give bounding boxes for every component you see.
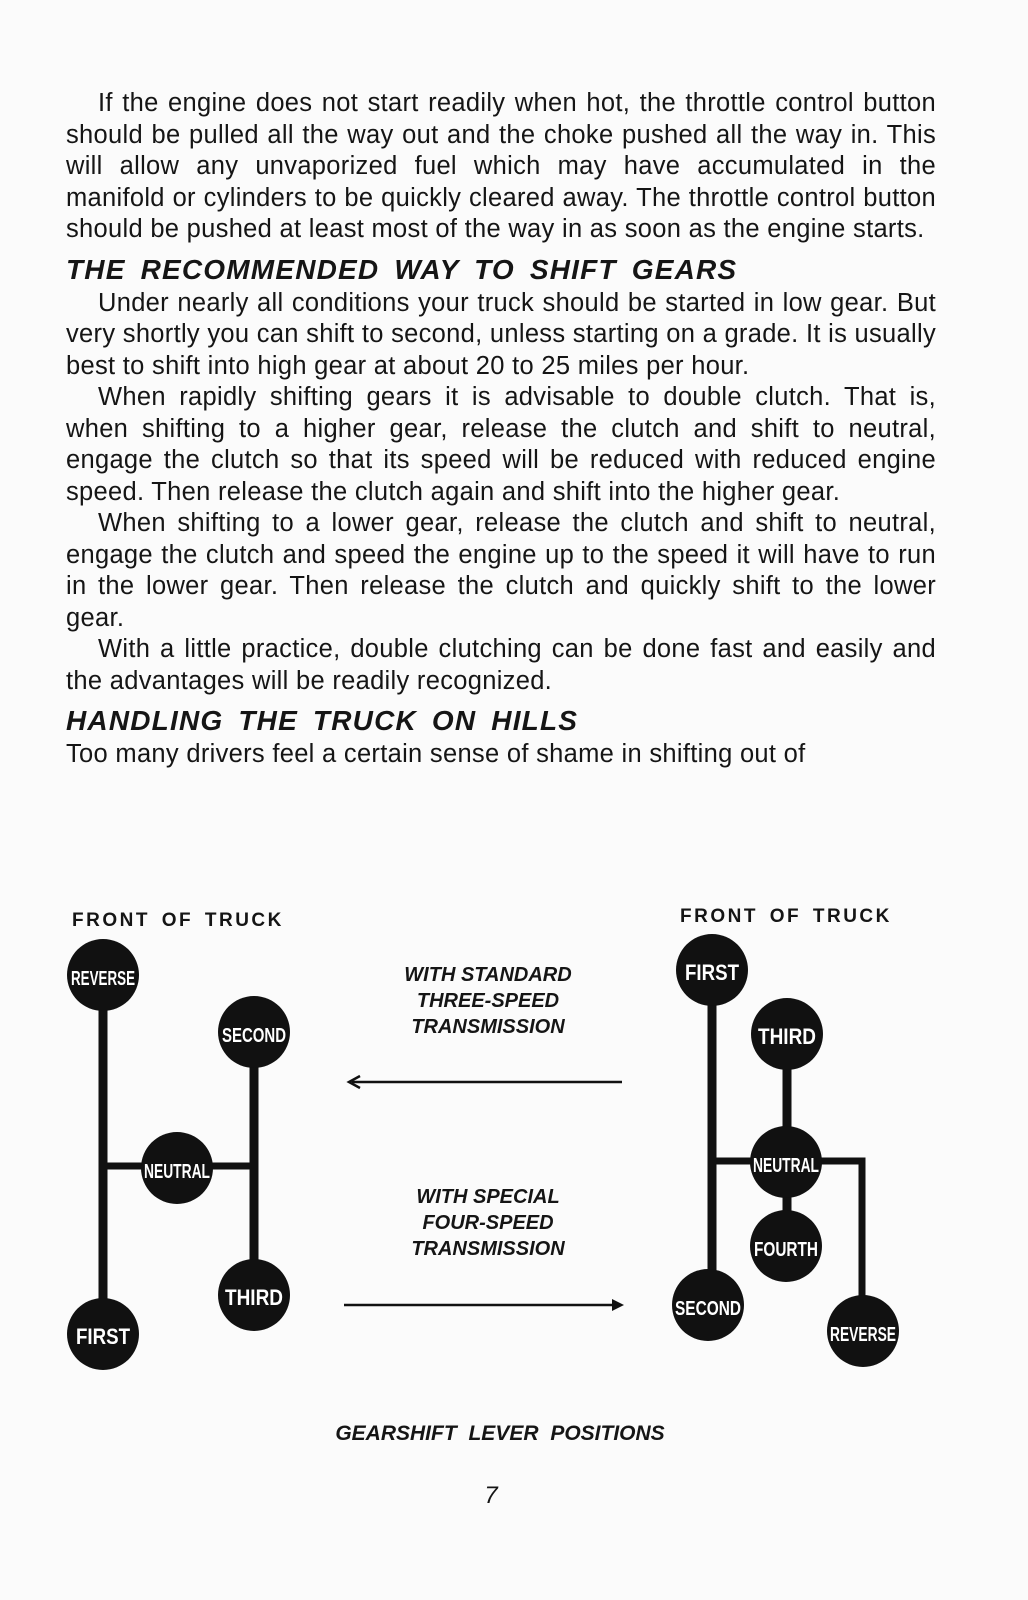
four-speed-line-1: WITH SPECIAL (416, 1186, 560, 1208)
svg-text:FIRST: FIRST (76, 1324, 131, 1349)
paragraph-low-gear: Under nearly all conditions your truck should be started in low gear. But very shortly you can shift to second, unless starting on a grade. It is usually best to shift into high gear at about 20 to 25 miles per hour. (66, 288, 936, 380)
heading-shift-gears: THE RECOMMENDED WAY TO SHIFT GEARS (66, 253, 738, 285)
four-speed-knobs (672, 934, 899, 1367)
four-speed-line-2: FOUR-SPEED (422, 1212, 554, 1234)
svg-text:SECOND: SECOND (675, 1298, 741, 1320)
svg-text:THIRD: THIRD (758, 1024, 816, 1049)
knob-label: REVERSE (71, 968, 135, 990)
three-speed-line-1: WITH STANDARD (404, 964, 572, 986)
three-speed-line-2: THREE-SPEED (416, 990, 560, 1012)
four-speed-line-3: TRANSMISSION (411, 1238, 565, 1260)
shift-pattern-graphics (0, 900, 1028, 1460)
gearshift-diagram (0, 900, 1028, 1460)
svg-text:NEUTRAL: NEUTRAL (753, 1155, 819, 1177)
arrow-right (344, 1299, 624, 1311)
svg-text:THIRD: THIRD (225, 1285, 283, 1310)
heading-hills: HANDLING THE TRUCK ON HILLS (66, 705, 579, 736)
svg-text:FOURTH: FOURTH (754, 1239, 818, 1261)
paragraph-hills: Too many drivers feel a certain sense of shame in shifting out of (66, 740, 806, 768)
three-speed-line-3: TRANSMISSION (411, 1016, 565, 1038)
svg-text:NEUTRAL: NEUTRAL (144, 1161, 210, 1183)
arrow-left (349, 1076, 622, 1088)
paragraph-double-clutch: When rapidly shifting gears it is advisable to double clutch. That is, when shifting to a higher gear, release the clutch and shift to neutral, engage the clutch so that its speed will be reduced with reduced engine speed. Then release the clutch again and shift into the higher gear. (66, 383, 936, 506)
front-of-truck-label-left: FRONT OF TRUCK (72, 910, 284, 931)
paragraph-downshift: When shifting to a lower gear, release the clutch and shift to neutral, engage the clutch and speed the engine up to the speed it will have to run in the lower gear. Then release the clutch and quickly shift to the lower gear. (66, 509, 936, 632)
page-number: 7 (484, 1482, 498, 1509)
paragraph-hot-start: If the engine does not start readily when hot, the throttle control button should be pulled all the way out and the choke pushed all the way in. This will allow any unvaporized fuel which may have accumulated in the manifold or cylinders to be quickly cleared away. The throttle control button should be pushed at least most of the way in as soon as the engine starts. (66, 89, 936, 243)
svg-text:REVERSE: REVERSE (830, 1324, 896, 1346)
svg-text:FIRST: FIRST (685, 960, 740, 985)
paragraph-practice: With a little practice, double clutching can be done fast and easily and the advantages will be readily recognized. (66, 635, 936, 695)
diagram-caption: GEARSHIFT LEVER POSITIONS (335, 1422, 665, 1445)
body-text (66, 88, 936, 771)
front-of-truck-label-right: FRONT OF TRUCK (680, 906, 892, 927)
svg-text:SECOND: SECOND (222, 1025, 286, 1047)
